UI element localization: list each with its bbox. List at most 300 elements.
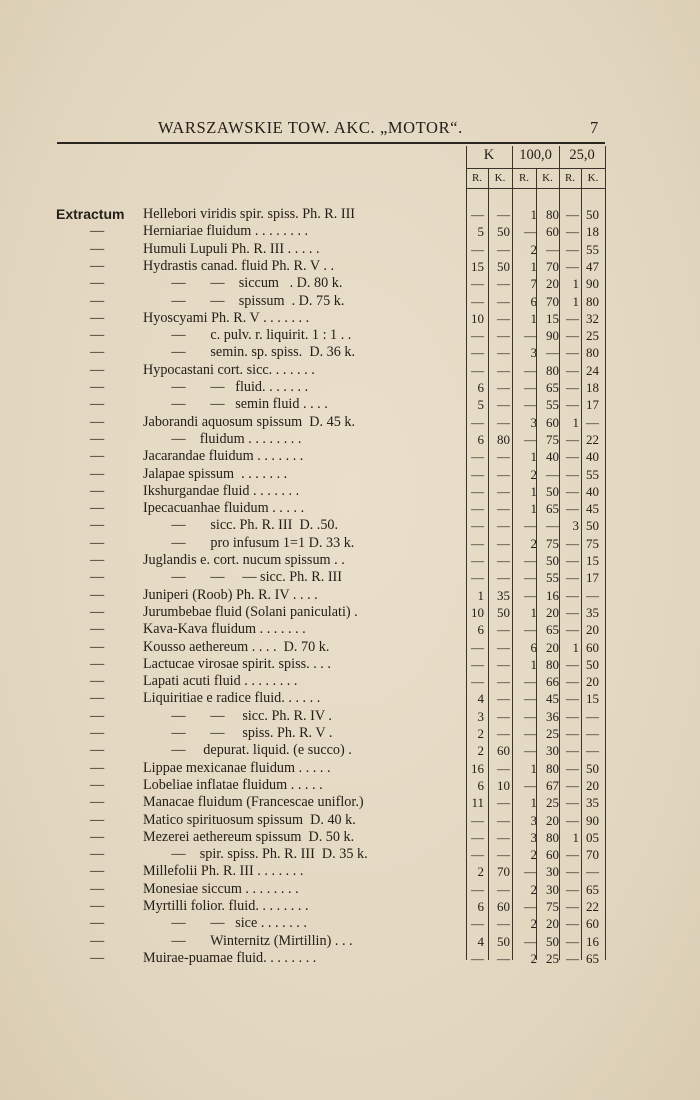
price-100-rubles: —	[524, 380, 537, 395]
price-100-rubles: —	[524, 518, 537, 534]
price-25-rubles: —	[566, 328, 579, 344]
price-25-kopecks: 65	[586, 950, 599, 966]
k-rubles: 2	[477, 726, 484, 741]
price-25-rubles: —	[566, 449, 579, 465]
k-rubles: 4	[477, 691, 484, 707]
k-kopecks: —	[497, 397, 510, 413]
row-dash: —	[90, 690, 105, 707]
price-100-rubles: 1	[530, 258, 537, 274]
price-100-rubles: 2	[530, 241, 537, 257]
table-row	[0, 881, 700, 898]
price-25-kopecks: 05	[586, 829, 599, 845]
k-rubles: 10	[471, 310, 484, 326]
k-rubles: —	[471, 293, 484, 309]
product-name: Lobeliae inflatae fluidum . . . . .	[143, 776, 323, 793]
table-row	[0, 777, 700, 794]
price-25-kopecks: —	[586, 864, 599, 880]
price-25-rubles: —	[566, 777, 579, 793]
price-100-kopecks: 65	[546, 501, 559, 517]
price-25-kopecks: 15	[586, 691, 599, 707]
header-rule	[57, 142, 605, 144]
row-dash: —	[90, 396, 105, 413]
row-dash: —	[90, 413, 105, 430]
price-25-rubles: —	[566, 656, 579, 672]
product-name: Humuli Lupuli Ph. R. III . . . . .	[143, 240, 320, 257]
sub-k-1: K.	[494, 172, 506, 184]
row-dash: —	[90, 603, 105, 620]
row-dash: —	[90, 776, 105, 793]
k-rubles: —	[471, 950, 484, 966]
price-25-kopecks: 17	[586, 570, 599, 586]
price-100-kopecks: —	[546, 241, 559, 257]
sub-r-2: R.	[518, 172, 530, 184]
price-100-rubles: —	[524, 726, 537, 741]
row-dash: —	[90, 309, 105, 326]
k-rubles: —	[471, 501, 484, 517]
price-100-rubles: 6	[530, 293, 537, 309]
page-title: WARSZAWSKIE TOW. AKC. „MOTOR“.	[158, 118, 463, 137]
product-name: Mezerei aethereum spissum D. 50 k.	[143, 828, 355, 845]
price-100-rubles: 2	[530, 466, 537, 482]
k-rubles: —	[471, 881, 484, 897]
table-row	[0, 517, 700, 534]
k-rubles: —	[471, 466, 484, 482]
row-dash: —	[90, 742, 105, 759]
price-25-kopecks: 22	[586, 431, 599, 447]
product-name: Muirae-puamae fluid. . . . . . . .	[143, 949, 317, 966]
product-name: Jacarandae fluidum . . . . . . .	[143, 448, 304, 465]
price-100-kopecks: —	[546, 518, 559, 534]
product-name: Lactucae virosae spirit. spiss. . . .	[143, 655, 331, 672]
price-100-kopecks: 75	[546, 535, 559, 551]
price-25-rubles: —	[566, 224, 579, 240]
price-25-rubles: 1	[572, 414, 579, 430]
k-kopecks: —	[497, 881, 510, 897]
price-100-kopecks: 36	[546, 708, 559, 724]
k-kopecks: —	[497, 276, 510, 292]
price-25-kopecks: 60	[586, 916, 599, 932]
price-25-kopecks: —	[586, 587, 599, 603]
row-dash: —	[90, 880, 105, 897]
k-rubles: —	[471, 328, 484, 344]
price-100-rubles: —	[524, 622, 537, 638]
price-100-rubles: 1	[530, 656, 537, 672]
price-25-rubles: —	[566, 760, 579, 776]
price-25-rubles: —	[566, 310, 579, 326]
k-rubles: 6	[477, 380, 484, 395]
k-rubles: 10	[471, 604, 484, 620]
k-rubles: —	[471, 276, 484, 292]
k-rubles: 6	[477, 899, 484, 914]
price-100-rubles: 3	[530, 812, 537, 828]
price-100-kopecks: 65	[546, 622, 559, 638]
k-rubles: 4	[477, 933, 484, 949]
price-100-rubles: 2	[530, 916, 537, 932]
price-25-kopecks: 90	[586, 812, 599, 828]
row-dash: —	[90, 898, 105, 914]
price-100-kopecks: 75	[546, 431, 559, 447]
row-dash: —	[90, 621, 105, 638]
price-100-rubles: 7	[530, 276, 537, 292]
row-dash: —	[90, 673, 105, 690]
price-25-kopecks: 16	[586, 933, 599, 949]
price-25-rubles: —	[566, 743, 579, 759]
k-rubles: —	[471, 829, 484, 845]
price-25-kopecks: 35	[586, 795, 599, 811]
price-100-rubles: 3	[530, 829, 537, 845]
k-kopecks: —	[497, 328, 510, 344]
product-name: Juniperi (Roob) Ph. R. IV . . . .	[143, 586, 318, 603]
table-row	[0, 310, 700, 327]
price-25-rubles: —	[566, 587, 579, 603]
k-rubles: 6	[477, 431, 484, 447]
table-row	[0, 673, 700, 690]
price-25-kopecks: 18	[586, 224, 599, 240]
price-100-rubles: —	[524, 674, 537, 690]
table-row	[0, 656, 700, 673]
table-row	[0, 794, 700, 811]
k-kopecks: 50	[497, 933, 510, 949]
price-25-rubles: —	[566, 362, 579, 378]
table-row	[0, 206, 700, 223]
price-100-rubles: —	[524, 397, 537, 413]
column-k-header: K	[483, 147, 495, 163]
price-25-rubles: —	[566, 570, 579, 586]
product-name: — fluidum . . . . . . . .	[143, 430, 302, 447]
price-25-rubles: —	[566, 258, 579, 274]
table-row	[0, 933, 700, 950]
price-100-rubles: —	[524, 362, 537, 378]
k-rubles: —	[471, 916, 484, 932]
k-rubles: 11	[471, 795, 484, 811]
product-name: Myrtilli folior. fluid. . . . . . . .	[143, 898, 309, 914]
product-name: Lippae mexicanae fluidum . . . . .	[143, 759, 331, 776]
k-kopecks: —	[497, 639, 510, 655]
k-kopecks: 60	[497, 743, 510, 759]
k-kopecks: —	[497, 570, 510, 586]
price-25-rubles: —	[566, 708, 579, 724]
k-rubles: —	[471, 449, 484, 465]
price-25-rubles: —	[566, 933, 579, 949]
row-dash: —	[90, 586, 105, 603]
price-100-rubles: 1	[530, 310, 537, 326]
price-100-kopecks: 16	[546, 587, 559, 603]
price-25-kopecks: 24	[586, 362, 599, 378]
price-100-kopecks: 30	[546, 864, 559, 880]
product-name: Hellebori viridis spir. spiss. Ph. R. III	[143, 206, 356, 222]
k-kopecks: —	[497, 310, 510, 326]
price-25-rubles: —	[566, 345, 579, 361]
price-100-rubles: 2	[530, 847, 537, 863]
price-100-kopecks: 60	[546, 414, 559, 430]
product-name: Liquiritiae e radice fluid. . . . . .	[143, 690, 321, 707]
price-25-rubles: —	[566, 726, 579, 741]
row-dash: —	[90, 257, 105, 274]
row-dash: —	[90, 932, 105, 949]
price-25-rubles: —	[566, 899, 579, 914]
row-dash: —	[90, 275, 105, 292]
k-rubles: —	[471, 345, 484, 361]
table-row	[0, 223, 700, 240]
k-rubles: 5	[477, 224, 484, 240]
product-name: Ipecacuanhae fluidum . . . . .	[143, 500, 305, 517]
price-25-kopecks: 40	[586, 449, 599, 465]
row-dash: —	[90, 846, 105, 863]
sub-k-2: K.	[542, 172, 553, 184]
price-100-rubles: —	[524, 570, 537, 586]
k-kopecks: —	[497, 726, 510, 741]
row-dash: —	[90, 863, 105, 880]
price-100-rubles: —	[524, 553, 537, 568]
price-100-kopecks: 30	[546, 743, 559, 759]
price-25-kopecks: —	[586, 726, 599, 741]
k-kopecks: —	[497, 501, 510, 517]
price-25-rubles: —	[566, 622, 579, 638]
price-100-kopecks: —	[546, 466, 559, 482]
price-25-kopecks: 55	[586, 241, 599, 257]
price-25-rubles: —	[566, 674, 579, 690]
price-25-rubles: —	[566, 812, 579, 828]
column-100-header: 100,0	[519, 147, 552, 163]
price-100-kopecks: 66	[546, 674, 559, 690]
price-25-rubles: —	[566, 950, 579, 966]
price-25-kopecks: 80	[586, 293, 599, 309]
table-row	[0, 950, 700, 967]
price-100-rubles: —	[524, 777, 537, 793]
price-25-rubles: —	[566, 847, 579, 863]
product-name: Monesiae siccum . . . . . . . .	[143, 880, 299, 897]
k-kopecks: —	[497, 380, 510, 395]
price-100-kopecks: —	[546, 345, 559, 361]
k-kopecks: 10	[497, 777, 510, 793]
price-25-kopecks: 18	[586, 380, 599, 395]
k-kopecks: —	[497, 760, 510, 776]
table-row	[0, 690, 700, 707]
k-kopecks: —	[497, 829, 510, 845]
product-name: — spir. spiss. Ph. R. III D. 35 k.	[143, 846, 368, 863]
k-rubles: —	[471, 362, 484, 378]
price-100-kopecks: 55	[546, 570, 559, 586]
price-100-kopecks: 40	[546, 449, 559, 465]
row-dash: —	[90, 811, 105, 828]
k-kopecks: —	[497, 535, 510, 551]
price-25-kopecks: 50	[586, 207, 599, 222]
price-25-kopecks: 17	[586, 397, 599, 413]
price-100-rubles: —	[524, 899, 537, 914]
price-25-rubles: —	[566, 916, 579, 932]
row-dash: —	[90, 949, 105, 966]
product-name: Hypocastani cort. sicc. . . . . . .	[143, 361, 315, 378]
price-25-rubles: —	[566, 881, 579, 897]
price-25-rubles: —	[566, 691, 579, 707]
price-100-rubles: 1	[530, 207, 537, 222]
price-25-rubles: —	[566, 241, 579, 257]
price-100-kopecks: 45	[546, 691, 559, 707]
k-rubles: —	[471, 553, 484, 568]
table-row	[0, 466, 700, 483]
table-row	[0, 414, 700, 431]
table-row	[0, 829, 700, 846]
row-dash: —	[90, 292, 105, 309]
table-row	[0, 552, 700, 569]
price-25-kopecks: 20	[586, 777, 599, 793]
price-100-kopecks: 20	[546, 604, 559, 620]
price-25-kopecks: 75	[586, 535, 599, 551]
product-name: — — spiss. Ph. R. V .	[143, 725, 333, 741]
row-dash: —	[90, 794, 105, 811]
table-row	[0, 621, 700, 638]
table-row	[0, 812, 700, 829]
price-25-kopecks: 15	[586, 553, 599, 568]
product-name: — c. pulv. r. liquirit. 1 : 1 . .	[143, 327, 352, 344]
product-name: Jalapae spissum . . . . . . .	[143, 465, 288, 482]
table-row	[0, 846, 700, 863]
table-row	[0, 258, 700, 275]
price-25-kopecks: 47	[586, 258, 599, 274]
k-rubles: —	[471, 656, 484, 672]
k-kopecks: —	[497, 241, 510, 257]
product-name: — semin. sp. spiss. D. 36 k.	[143, 344, 356, 361]
table-row	[0, 898, 700, 915]
k-kopecks: —	[497, 812, 510, 828]
price-100-rubles: 3	[530, 345, 537, 361]
price-100-kopecks: 60	[546, 224, 559, 240]
table-row	[0, 396, 700, 413]
price-100-kopecks: 60	[546, 847, 559, 863]
sub-k-3: K.	[587, 172, 599, 184]
price-100-kopecks: 70	[546, 258, 559, 274]
price-100-rubles: 1	[530, 760, 537, 776]
table-row	[0, 725, 700, 742]
price-25-rubles: —	[566, 380, 579, 395]
product-name: Matico spirituosum spissum D. 40 k.	[143, 811, 356, 828]
product-name: — sicc. Ph. R. III D. .50.	[143, 517, 339, 534]
price-100-kopecks: 67	[546, 777, 559, 793]
price-100-kopecks: 80	[546, 362, 559, 378]
product-name: Ikshurgandae fluid . . . . . . .	[143, 482, 300, 499]
row-dash: —	[90, 344, 105, 361]
price-25-kopecks: 20	[586, 622, 599, 638]
price-25-rubles: —	[566, 483, 579, 499]
product-name: — — spissum . D. 75 k.	[143, 292, 345, 309]
table-row	[0, 327, 700, 344]
product-name: — pro infusum 1=1 D. 33 k.	[143, 534, 355, 551]
k-kopecks: —	[497, 483, 510, 499]
k-kopecks: —	[497, 362, 510, 378]
price-100-kopecks: 65	[546, 380, 559, 395]
price-100-rubles: 2	[530, 881, 537, 897]
price-100-rubles: —	[524, 691, 537, 707]
product-name: — — semin fluid . . . .	[143, 396, 328, 413]
table-row	[0, 742, 700, 759]
k-kopecks: —	[497, 414, 510, 430]
table-row	[0, 379, 700, 396]
price-100-rubles: 1	[530, 483, 537, 499]
price-100-rubles: —	[524, 933, 537, 949]
price-100-kopecks: 50	[546, 553, 559, 568]
price-100-rubles: 1	[530, 449, 537, 465]
table-row	[0, 915, 700, 932]
k-kopecks: 50	[497, 224, 510, 240]
k-rubles: —	[471, 847, 484, 863]
row-dash: —	[90, 240, 105, 257]
product-name: Hydrastis canad. fluid Ph. R. V . .	[143, 257, 334, 274]
price-100-kopecks: 55	[546, 397, 559, 413]
table-row	[0, 587, 700, 604]
row-dash: —	[90, 638, 105, 655]
product-name: Lapati acuti fluid . . . . . . . .	[143, 673, 298, 690]
price-100-rubles: 1	[530, 501, 537, 517]
k-rubles: 2	[477, 743, 484, 759]
row-dash: —	[90, 448, 105, 465]
price-25-rubles: 1	[572, 829, 579, 845]
price-100-rubles: —	[524, 587, 537, 603]
table-row	[0, 500, 700, 517]
table-row	[0, 639, 700, 656]
product-name: Juglandis e. cort. nucum spissum . .	[143, 552, 345, 568]
sub-r-1: R.	[471, 172, 483, 184]
k-rubles: —	[471, 535, 484, 551]
row-dash: —	[90, 569, 105, 586]
product-name: — depurat. liquid. (e succo) .	[143, 742, 352, 759]
k-kopecks: —	[497, 950, 510, 966]
price-25-rubles: 1	[572, 293, 579, 309]
table-row	[0, 483, 700, 500]
sub-r-3: R.	[564, 172, 576, 184]
table-row	[0, 863, 700, 880]
price-100-rubles: —	[524, 864, 537, 880]
price-100-rubles: —	[524, 431, 537, 447]
price-25-rubles: 1	[572, 639, 579, 655]
table-row	[0, 344, 700, 361]
price-100-kopecks: 30	[546, 881, 559, 897]
product-name: Kousso aethereum . . . . D. 70 k.	[143, 638, 330, 655]
price-25-kopecks: 45	[586, 501, 599, 517]
row-dash: —	[90, 327, 105, 344]
table-row	[0, 604, 700, 621]
k-kopecks: —	[497, 847, 510, 863]
price-25-kopecks: 20	[586, 674, 599, 690]
product-name: Kava-Kava fluidum . . . . . . .	[143, 621, 306, 638]
k-kopecks: —	[497, 449, 510, 465]
k-rubles: 5	[477, 397, 484, 413]
price-25-kopecks: 35	[586, 604, 599, 620]
k-kopecks: —	[497, 656, 510, 672]
product-name: Manacae fluidum (Francescae uniflor.)	[143, 794, 364, 811]
k-rubles: —	[471, 639, 484, 655]
table-row	[0, 275, 700, 292]
price-25-rubles: —	[566, 431, 579, 447]
table-row	[0, 362, 700, 379]
price-25-rubles: —	[566, 535, 579, 551]
k-kopecks: —	[497, 691, 510, 707]
k-kopecks: 50	[497, 258, 510, 274]
k-kopecks: 70	[497, 864, 510, 880]
price-25-rubles: 1	[572, 276, 579, 292]
k-rubles: 3	[477, 708, 484, 724]
price-25-kopecks: 25	[586, 328, 599, 344]
price-100-rubles: 6	[530, 639, 537, 655]
k-rubles: —	[471, 674, 484, 690]
k-kopecks: —	[497, 708, 510, 724]
price-25-rubles: 3	[572, 518, 579, 534]
k-rubles: 2	[477, 864, 484, 880]
price-25-kopecks: —	[586, 743, 599, 759]
row-dash: —	[90, 517, 105, 534]
price-100-rubles: 2	[530, 535, 537, 551]
product-name: — — sice . . . . . . .	[143, 915, 307, 932]
table-row	[0, 760, 700, 777]
